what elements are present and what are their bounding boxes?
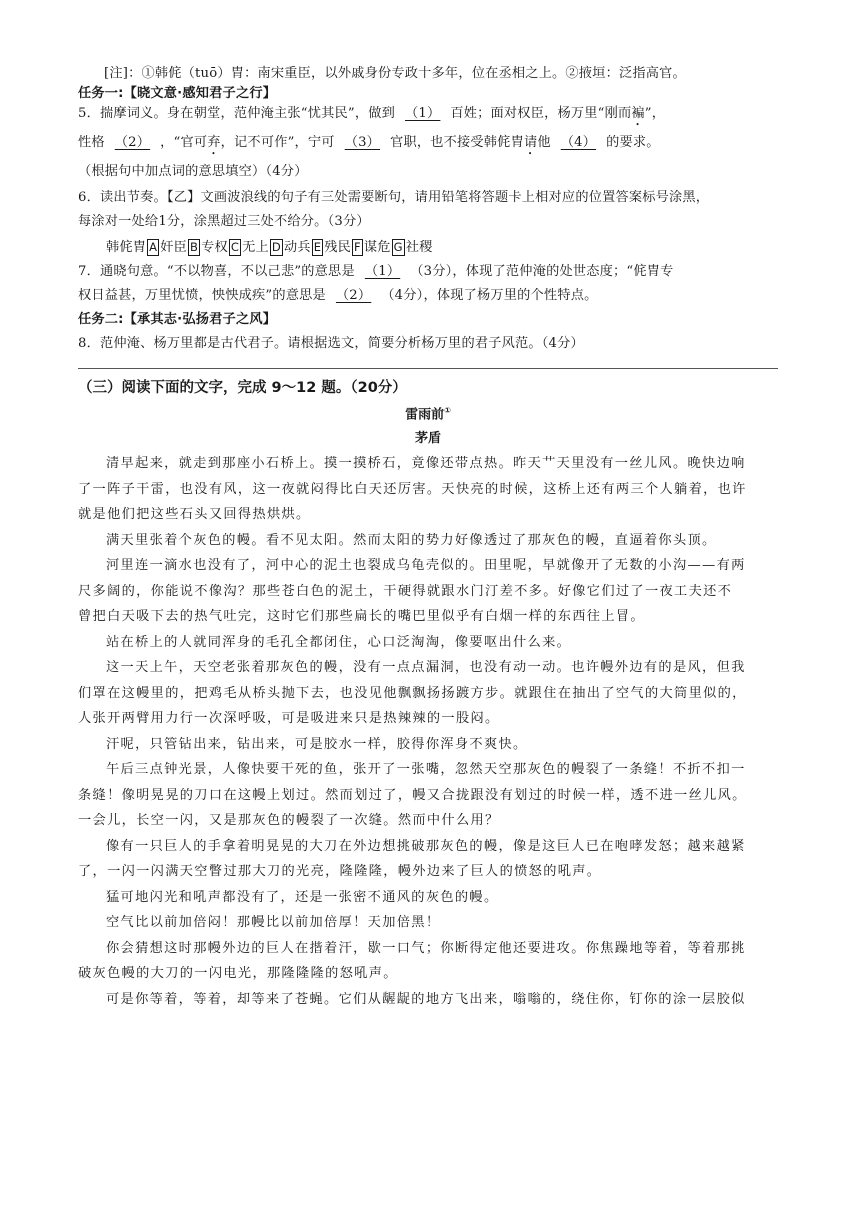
break-option-D: D [271,240,281,254]
article-line: 可是你等着，等着，却等来了苍蝇。它们从龌龊的地方飞出来，嗡嗡的，绕住你，钉你的涂一层胶似 [106,991,746,1007]
question-8: 8．范仲淹、杨万里都是古代君子。请根据选文，简要分析杨万里的君子风范。（4分） [78,336,584,351]
sentence-fragment: 残民 [324,240,352,255]
answer-blank-3: （3） [344,135,381,150]
article-line: 满天里张着个灰色的幔。看不见太阳。然而太阳的势力好像透过了那灰色的幔，直逼着你头顶。 [106,532,717,548]
article-body [78,451,778,1012]
article-title: 雷雨前① [405,406,451,423]
article-line: 了，一闪一闪满天空瞥过那大刀的光亮，隆隆隆，幔外边来了巨人的愤怒的吼声。 [78,864,602,880]
article-line: 破灰色幔的大刀的一闪电光，那隆隆隆的怒吼声。 [78,966,398,982]
article-line: 条缝！像明晃晃的刀口在这幔上划过。然而划过了，幔又合拢跟没有划过的时候一样，透不进一丝儿风。 [78,787,747,803]
article-line: 这一天上午，天空老张着那灰色的幔，没有一点点漏洞，也没有动一动。也许幔外边有的是风，但我 [106,660,746,676]
article-line: 你会猜想这时那幔外边的巨人在揩着汗，歇一口气；你断得定他还要进攻。你焦躁地等着，等着那挑 [106,940,746,956]
divider [78,368,778,369]
answer-blank-7-1: （1） [364,264,401,279]
footnote-marker: ① [444,406,451,415]
sentence-fragment: 奸臣 [160,240,188,255]
article-line: 人张开两臂用力行一次深呼吸，可是吸进来只是热辣辣的一股闷。 [78,711,500,727]
break-option-A: A [149,240,158,254]
question-5-line-1: 5．揣摩词义。身在朝堂，范仲淹主张“忧其民”，做到 （1） 百姓；面对权臣，杨万里“刚而褊”， [78,104,778,129]
sentence-fragment: 无上 [242,240,269,255]
question-7-line-1: 7．通晓句意。“不以物喜，不以己悲”的意思是 （1） （3分），体现了范仲淹的处世态度；“侂胄专 [78,262,778,282]
sentence-fragment: 韩侂胄 [106,240,147,255]
page [78,64,778,1012]
question-5-line-3: （根据句中加点词的意思填空）（4分） [78,164,308,179]
article-line: 一会儿，长空一闪，又是那灰色的幔裂了一次缝。然而中什么用？ [78,813,500,829]
break-option-E: E [313,240,322,254]
sentence-fragment: 动兵 [283,240,311,255]
dotted-word: 弃 [207,135,221,150]
article-line: 曾把白天吸下去的热气吐完，这时它们那些扁长的嘴巴里似乎有白烟一样的东西往上冒。 [78,609,645,625]
answer-blank-4: （4） [560,135,597,150]
answer-blank-2: （2） [114,135,151,150]
section-3-title: （三）阅读下面的文字，完成 9～12 题。（20分） [78,380,407,396]
break-option-G: G [393,240,403,254]
article-author: 茅盾 [414,431,441,447]
article-line: 了一阵子干雷，也没有风，这一夜就闷得比白天还厉害。天快亮的时候，这桥上还有两三个人躺着，也许 [78,481,747,497]
dotted-word: 请 [523,135,538,150]
article-line: 汗呢，只管钻出来，钻出来，可是胶水一样，胶得你浑身不爽快。 [106,736,528,752]
dotted-word: 褊 [631,106,645,121]
answer-blank-7-2: （2） [335,288,372,303]
break-option-F: F [354,240,361,254]
question-7-line-2: 权日益甚，万里忧愤，怏怏成疾”的意思是 （2） （4分），体现了杨万里的个性特点。 [78,286,778,306]
sentence-fragment: 谋危 [363,240,391,255]
article-line: 站在桥上的人就同浑身的毛孔全都闭住，心口泛淘淘，像要呕出什么来。 [106,634,572,650]
answer-blank-1: （1） [405,106,441,121]
article-line: 午后三点钟光景，人像快要干死的鱼，张开了一张嘴，忽然天空那灰色的幔裂了一条缝！不折不扣一 [106,762,746,778]
break-option-C: C [230,240,240,254]
footnote: [注]：①韩侂（tuō）胄：南宋重臣，以外戚身份专政十多年，位在丞相之上。②掖垣：泛指高官。 [104,66,686,81]
task1-header: 任务一:【晓文意·感知君子之行】 [78,86,277,101]
sentence-fragment: 专权 [201,240,228,255]
article-line: 河里连一滴水也没有了，河中心的泥土也裂成乌龟壳似的。田里呢，早就像开了无数的小沟——有两 [106,558,746,574]
break-option-B: B [190,240,199,254]
article-line: 像有一只巨人的手拿着明晃晃的大刀在外边想挑破那灰色的幔，像是这巨人已在咆哮发怒；越来越紧 [106,838,746,854]
article-line: 清早起来，就走到那座小石桥上。摸一摸桥石，竟像还带点热。昨天艹天里没有一丝儿风。晚快边响 [106,456,746,472]
question-5-line-2: 性格 （2） ，“官可弃，记不可作”，宁可 （3） 官职，也不接受韩侂胄请他 （4） 的要求。 [78,133,778,158]
question-6-line-2: 每涂对一处给1分，涂黑超过三处不给分。（3分） [78,214,370,229]
sentence-break-options [78,238,778,258]
question-6-line-1: 6．读出节奏。【乙】文画波浪线的句子有三处需要断句，请用铅笔将答题卡上相对应的位置答案标号涂黑， [78,190,710,205]
article-line: 空气比以前加倍闷！那幔比以前加倍厚！天加倍黑！ [106,915,441,931]
task2-header: 任务二:【承其志·弘扬君子之风】 [78,312,277,327]
article-line: 尺多阔的，你能说不像沟？那些苍白色的泥土，干硬得就跟水门汀差不多。好像它们过了一夜工夫还不 [78,583,733,599]
article-line: 就是他们把这些石头又回得热烘烘。 [78,507,311,523]
article-line: 猛可地闪光和吼声都没有了，还是一张密不通风的灰色的幔。 [106,889,499,905]
sentence-fragment: 社稷 [405,240,433,255]
article-line: 们罩在这幔里的，把鸡毛从桥头抛下去，也没见他飘飘扬扬踱方步。就跟住在抽出了空气的大筒里似的， [78,685,747,701]
